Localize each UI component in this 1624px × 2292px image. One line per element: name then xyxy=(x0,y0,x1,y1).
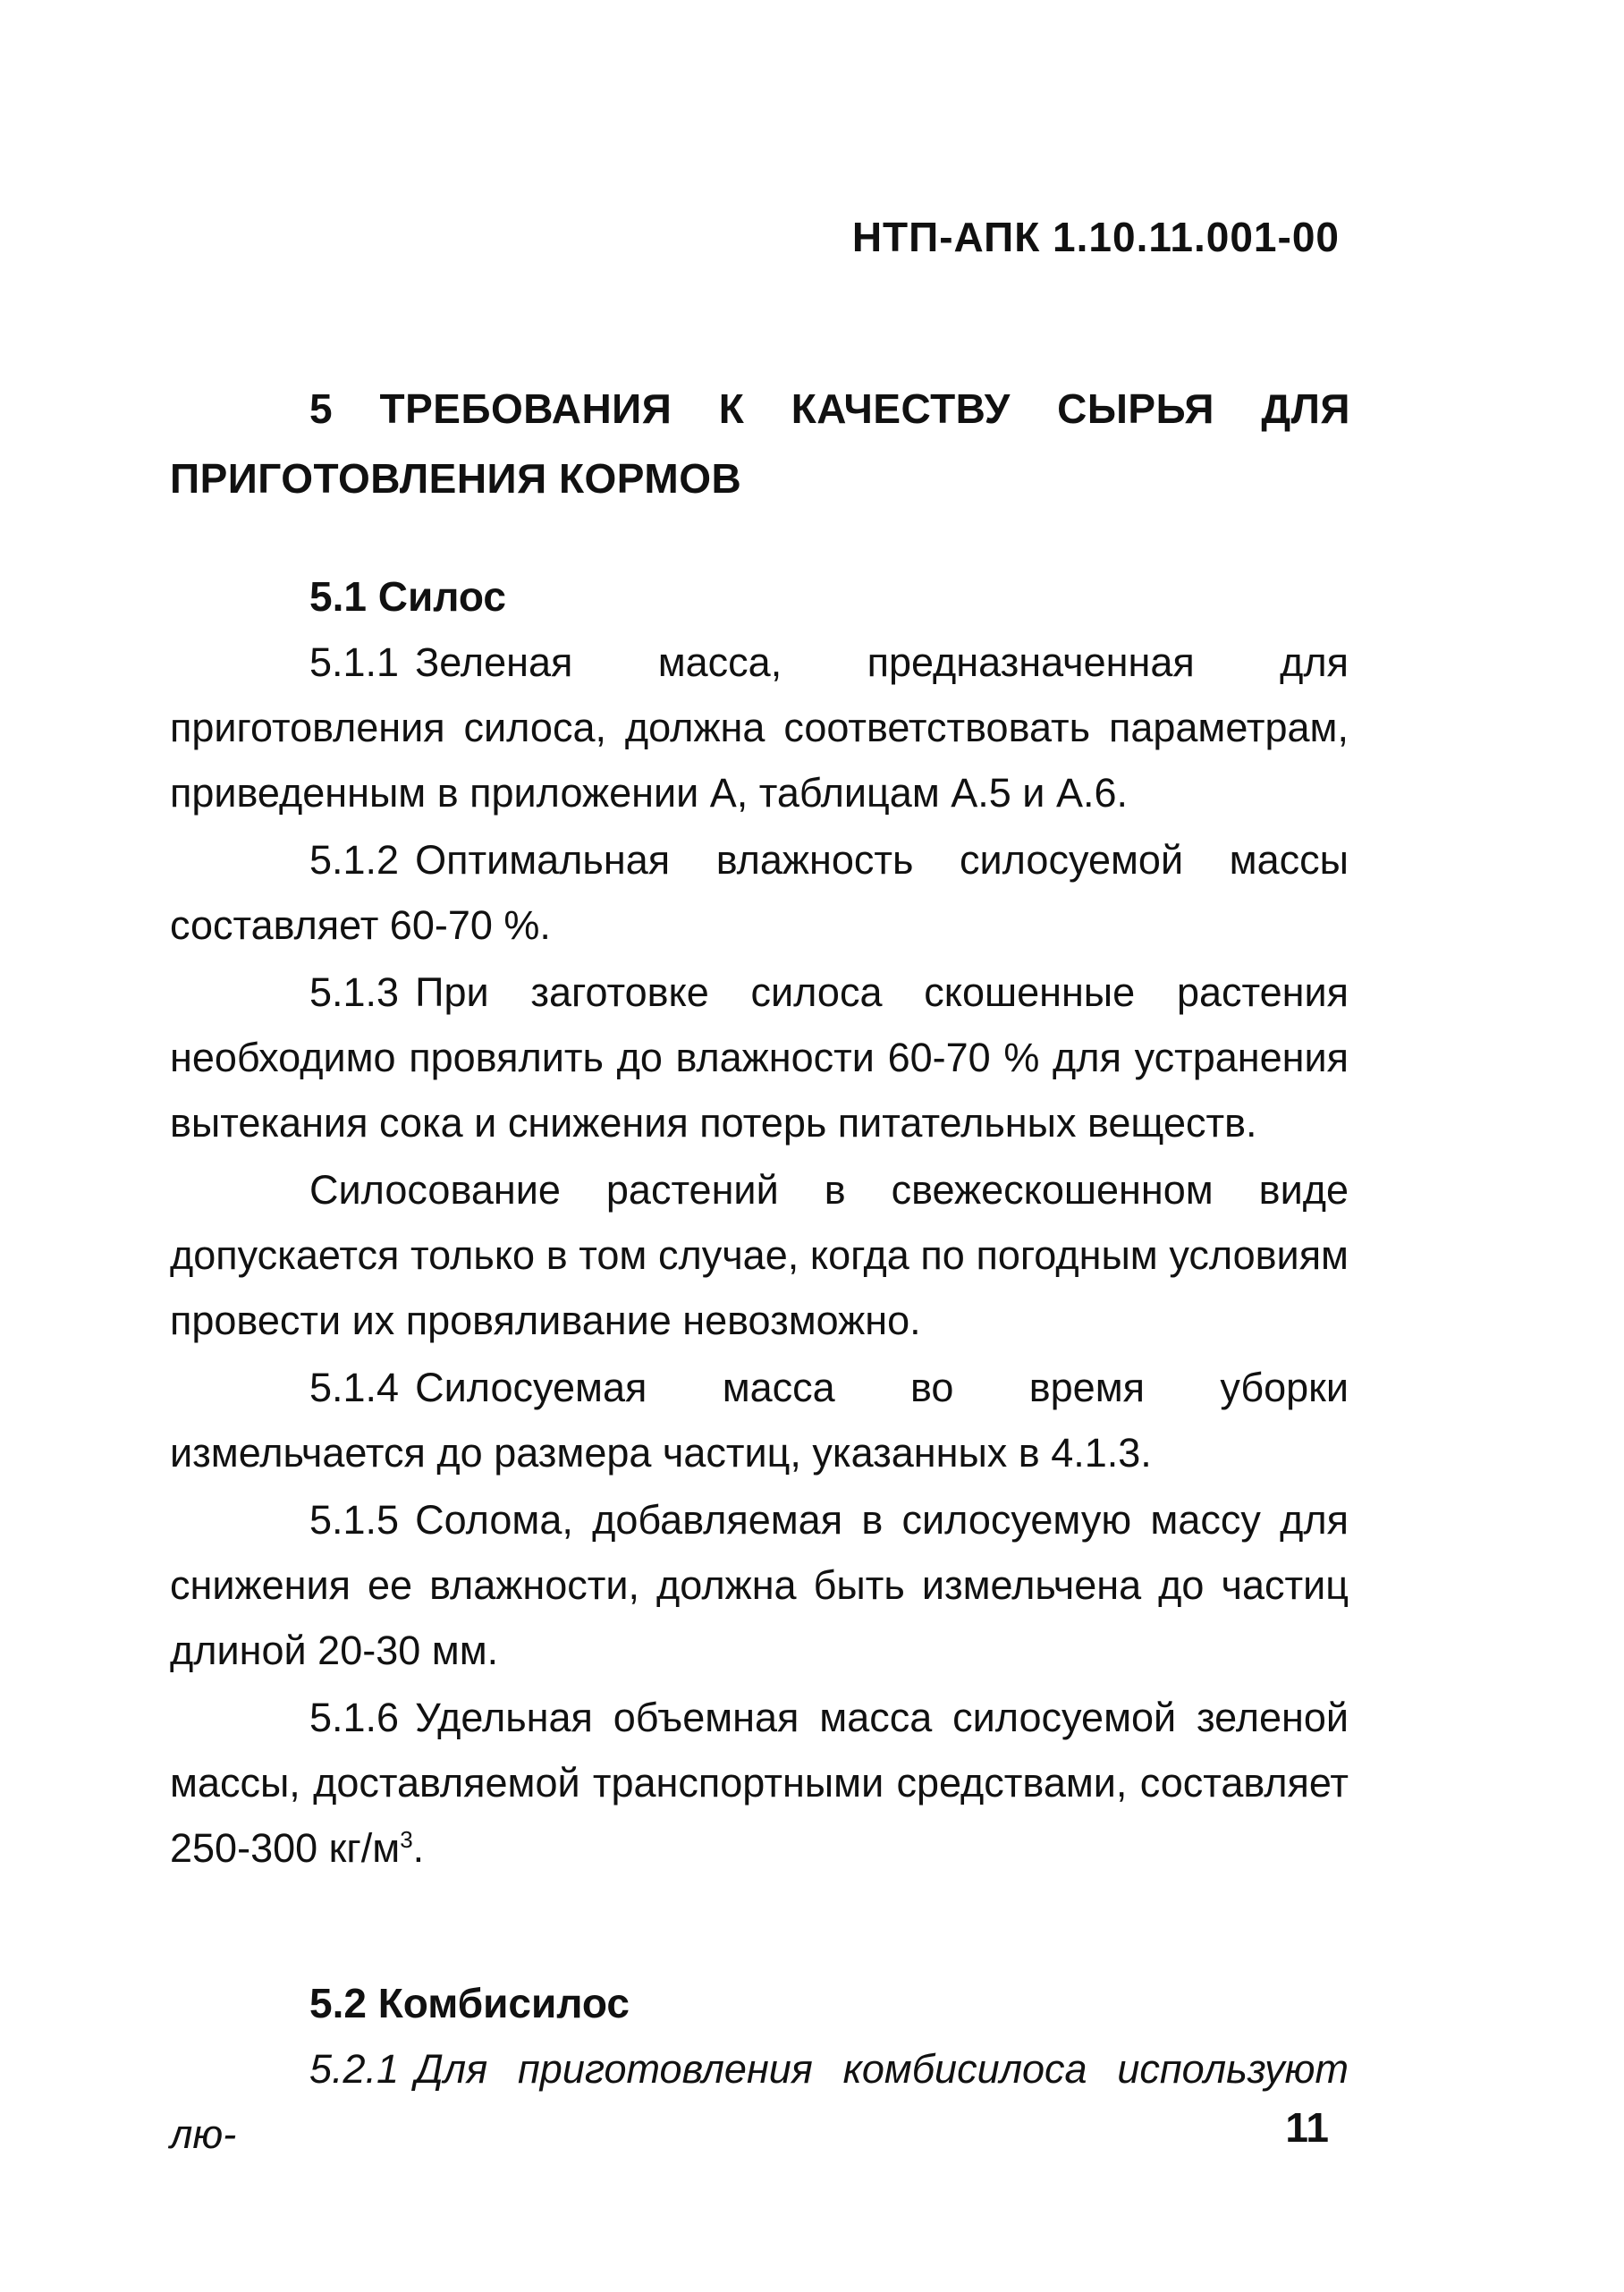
paragraph-number: 5.2.1 xyxy=(309,2046,400,2092)
paragraph-number: 5.1.5 xyxy=(309,1497,400,1543)
document-code: НТП-АПК 1.10.11.001-00 xyxy=(851,214,1340,260)
paragraph-number: 5.1.6 xyxy=(309,1695,400,1740)
paragraph-text: При заготовке силоса скошенные растения необходимо провялить до влажности 60-70 % для устранения вытекания сока и снижения потерь питательных веществ. xyxy=(170,969,1349,1146)
paragraph-text: Силосуемая масса во время уборки измельчается до размера частиц, указанных в 4.1.3. xyxy=(170,1365,1349,1476)
subsection-title-combisilage: 5.2 Комбисилос xyxy=(309,1980,630,2026)
paragraph-5-1-4 xyxy=(170,1355,1349,1485)
paragraph-5-1-1 xyxy=(170,630,1349,825)
paragraph-tail: . xyxy=(412,1825,425,1871)
paragraph-5-1-3-continuation xyxy=(170,1157,1349,1353)
paragraph-5-1-5 xyxy=(170,1487,1349,1683)
paragraph-5-1-6 xyxy=(170,1685,1349,1881)
paragraph-text: Удельная объемная масса силосуемой зеленой массы, доставляемой транспортными средствами, составляет 250-300 кг/м xyxy=(170,1695,1349,1871)
paragraph-number: 5.1.1 xyxy=(309,639,400,685)
paragraph-number: 5.1.3 xyxy=(309,969,400,1015)
paragraph-text: Для приготовления комбисилоса используют лю- xyxy=(170,2046,1349,2157)
paragraph-number: 5.1.4 xyxy=(309,1365,400,1410)
paragraph-number: 5.1.2 xyxy=(309,837,400,883)
paragraph-text: Солома, добавляемая в силосуемую массу для снижения ее влажности, должна быть измельчена до частиц длиной 20-30 мм. xyxy=(170,1497,1349,1673)
section-title: 5 ТРЕБОВАНИЯ К КАЧЕСТВУ СЫРЬЯ ДЛЯ ПРИГОТОВЛЕНИЯ КОРМОВ xyxy=(170,385,1350,502)
paragraph-5-1-3 xyxy=(170,960,1349,1155)
paragraph-text: Зеленая масса, предназначенная для приготовления силоса, должна соответствовать параметрам, приведенным в приложении А, таблицам А.5 и А.6. xyxy=(170,639,1349,816)
paragraph-5-2-1 xyxy=(170,2036,1349,2167)
paragraph-text: Силосование растений в свежескошенном виде допускается только в том случае, когда по погодным условиям провести их провяливание невозможно. xyxy=(170,1167,1349,1343)
subsection-title-silage: 5.1 Силос xyxy=(309,573,506,620)
paragraph-5-1-2 xyxy=(170,827,1349,958)
paragraph-text: Оптимальная влажность силосуемой массы составляет 60-70 %. xyxy=(170,837,1349,948)
page-number: 11 xyxy=(1285,2104,1329,2151)
document-body xyxy=(170,563,1349,2169)
superscript: 3 xyxy=(400,1826,413,1853)
